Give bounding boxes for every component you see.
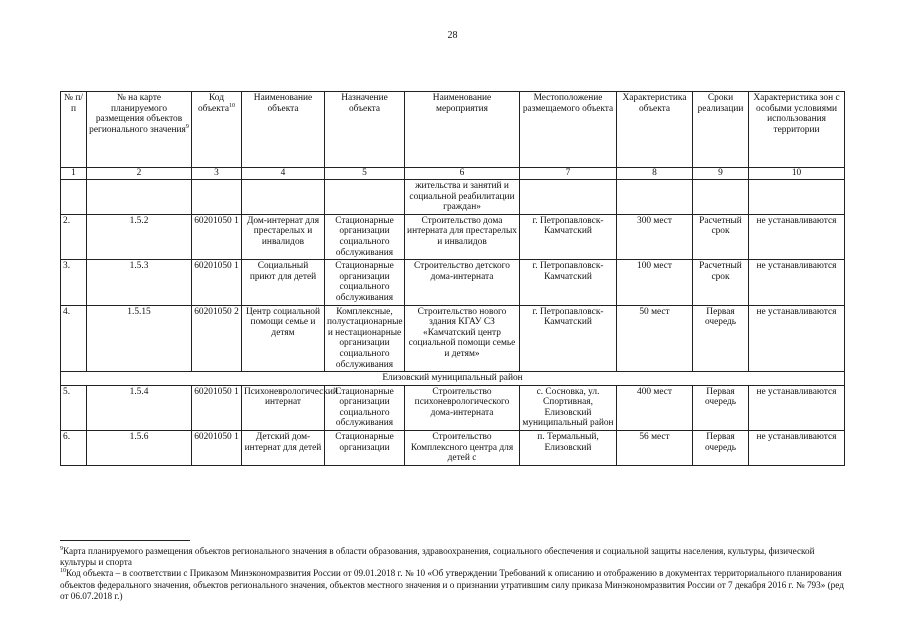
object-location: п. Термальный, Елизовский <box>520 431 617 466</box>
continuation-measure-cell: жительства и занятий и социальной реабилитации граждан» <box>405 180 520 215</box>
header-row <box>61 92 845 168</box>
column-number: 9 <box>693 168 749 180</box>
column-number: 6 <box>405 168 520 180</box>
column-number: 7 <box>520 168 617 180</box>
column-header: № на карте планируемого размещения объектов регионального значения$^9$ <box>87 92 192 168</box>
measure-name: Строительство дома интерната для престарелых и инвалидов <box>405 214 520 259</box>
table-row <box>61 260 845 305</box>
object-location: с. Сосновка, ул. Спортивная, Елизовский муниципальный район <box>520 385 617 430</box>
column-header: Наименование мероприятия <box>405 92 520 168</box>
column-number: 4 <box>242 168 325 180</box>
map-number: 1.5.6 <box>87 431 192 466</box>
object-purpose: Стационарные организации социального обслуживания <box>325 214 405 259</box>
object-location: г. Петропавловск-Камчатский <box>520 214 617 259</box>
district-row <box>61 372 845 386</box>
continuation-row <box>61 180 845 215</box>
table-row <box>61 431 845 466</box>
row-number: 3. <box>61 260 87 305</box>
cell-empty <box>325 180 405 215</box>
object-name: Психоневрологический интернат <box>242 385 325 430</box>
object-code: 60201050 1 <box>192 214 242 259</box>
column-number: 5 <box>325 168 405 180</box>
footnote-marker: 10 <box>60 568 66 575</box>
object-characteristic: 56 мест <box>617 431 693 466</box>
column-header: Наименование объекта <box>242 92 325 168</box>
measure-name: Строительство психоневрологического дома-интерната <box>405 385 520 430</box>
object-purpose: Стационарные организации <box>325 431 405 466</box>
map-number: 1.5.4 <box>87 385 192 430</box>
realization-term: Первая очередь <box>693 305 749 372</box>
map-number: 1.5.3 <box>87 260 192 305</box>
map-number: 1.5.2 <box>87 214 192 259</box>
row-number: 6. <box>61 431 87 466</box>
column-header: Код объекта$^{10}$ <box>192 92 242 168</box>
object-location: г. Петропавловск-Камчатский <box>520 260 617 305</box>
object-location: г. Петропавловск-Камчатский <box>520 305 617 372</box>
cell-empty <box>520 180 617 215</box>
row-number: 2. <box>61 214 87 259</box>
cell-empty <box>749 180 845 215</box>
table-row <box>61 305 845 372</box>
table-row <box>61 385 845 430</box>
object-code: 60201050 2 <box>192 305 242 372</box>
measure-name: Строительство детского дома-интерната <box>405 260 520 305</box>
object-characteristic: 300 мест <box>617 214 693 259</box>
zone-characteristic: не устанавливаются <box>749 260 845 305</box>
cell-empty <box>61 180 87 215</box>
object-name: Социальный приют для детей <box>242 260 325 305</box>
column-number: 10 <box>749 168 845 180</box>
object-purpose: Стационарные организации социального обслуживания <box>325 385 405 430</box>
realization-term: Расчетный срок <box>693 214 749 259</box>
row-number: 4. <box>61 305 87 372</box>
object-purpose: Стационарные организации социального обслуживания <box>325 260 405 305</box>
cell-empty <box>693 180 749 215</box>
realization-term: Первая очередь <box>693 385 749 430</box>
footnote-ref: 9 <box>185 123 189 130</box>
district-name: Елизовский муниципальный район <box>61 372 845 386</box>
zone-characteristic: не устанавливаются <box>749 214 845 259</box>
cell-empty <box>192 180 242 215</box>
column-number: 2 <box>87 168 192 180</box>
column-header: Характеристика зон с особыми условиями использования территории <box>749 92 845 168</box>
column-number: 3 <box>192 168 242 180</box>
object-code: 60201050 1 <box>192 431 242 466</box>
column-header: № п/п <box>61 92 87 168</box>
regional-objects-table <box>60 91 845 466</box>
footnote-text: Код объекта – в соответствии с Приказом Минэкономразвития России от 09.01.2018 г. № 10 «Об утверждении Требований к описанию и отображению в документах территориального планирования объектов федерального значения, объектов регионального значения, объектов местного значения и о признании утратившим силу приказа Минэкономразвития России от 7 декабря 2016 г. № 793» (ред от 06.07.2018 г.) <box>60 568 844 601</box>
table-row <box>61 214 845 259</box>
column-header: Сроки реализации <box>693 92 749 168</box>
footnote-ref: 10 <box>229 102 236 109</box>
measure-name: Строительство Комплексного центра для детей с <box>405 431 520 466</box>
realization-term: Расчетный срок <box>693 260 749 305</box>
page-number: 28 <box>447 30 458 41</box>
column-number: 8 <box>617 168 693 180</box>
column-number: 1 <box>61 168 87 180</box>
footnote-marker: 9 <box>60 545 63 552</box>
column-header: Местоположение размещаемого объекта <box>520 92 617 168</box>
column-header: Назначение объекта <box>325 92 405 168</box>
measure-name: Строительство нового здания КГАУ СЗ «Камчатский центр социальной помощи семье и детям» <box>405 305 520 372</box>
realization-term: Первая очередь <box>693 431 749 466</box>
object-code: 60201050 1 <box>192 260 242 305</box>
object-characteristic: 400 мест <box>617 385 693 430</box>
zone-characteristic: не устанавливаются <box>749 305 845 372</box>
column-header: Характеристика объекта <box>617 92 693 168</box>
footnotes <box>60 546 850 602</box>
footnote-separator <box>60 540 190 541</box>
object-name: Центр социальной помощи семье и детям <box>242 305 325 372</box>
cell-empty <box>87 180 192 215</box>
zone-characteristic: не устанавливаются <box>749 431 845 466</box>
object-name: Дом-интернат для престарелых и инвалидов <box>242 214 325 259</box>
zone-characteristic: не устанавливаются <box>749 385 845 430</box>
cell-empty <box>242 180 325 215</box>
object-name: Детский дом-интернат для детей <box>242 431 325 466</box>
footnote <box>60 568 850 602</box>
object-code: 60201050 1 <box>192 385 242 430</box>
object-purpose: Комплексные, полустационарные и нестационарные организации социального обслуживания <box>325 305 405 372</box>
footnote <box>60 546 850 568</box>
footnote-text: Карта планируемого размещения объектов регионального значения в области образования, здравоохранения, социального обеспечения и социальной защиты населения, культуры, физической культуры и спорта <box>60 546 815 568</box>
cell-empty <box>617 180 693 215</box>
row-number: 5. <box>61 385 87 430</box>
object-characteristic: 100 мест <box>617 260 693 305</box>
map-number: 1.5.15 <box>87 305 192 372</box>
object-characteristic: 50 мест <box>617 305 693 372</box>
column-number-row <box>61 168 845 180</box>
